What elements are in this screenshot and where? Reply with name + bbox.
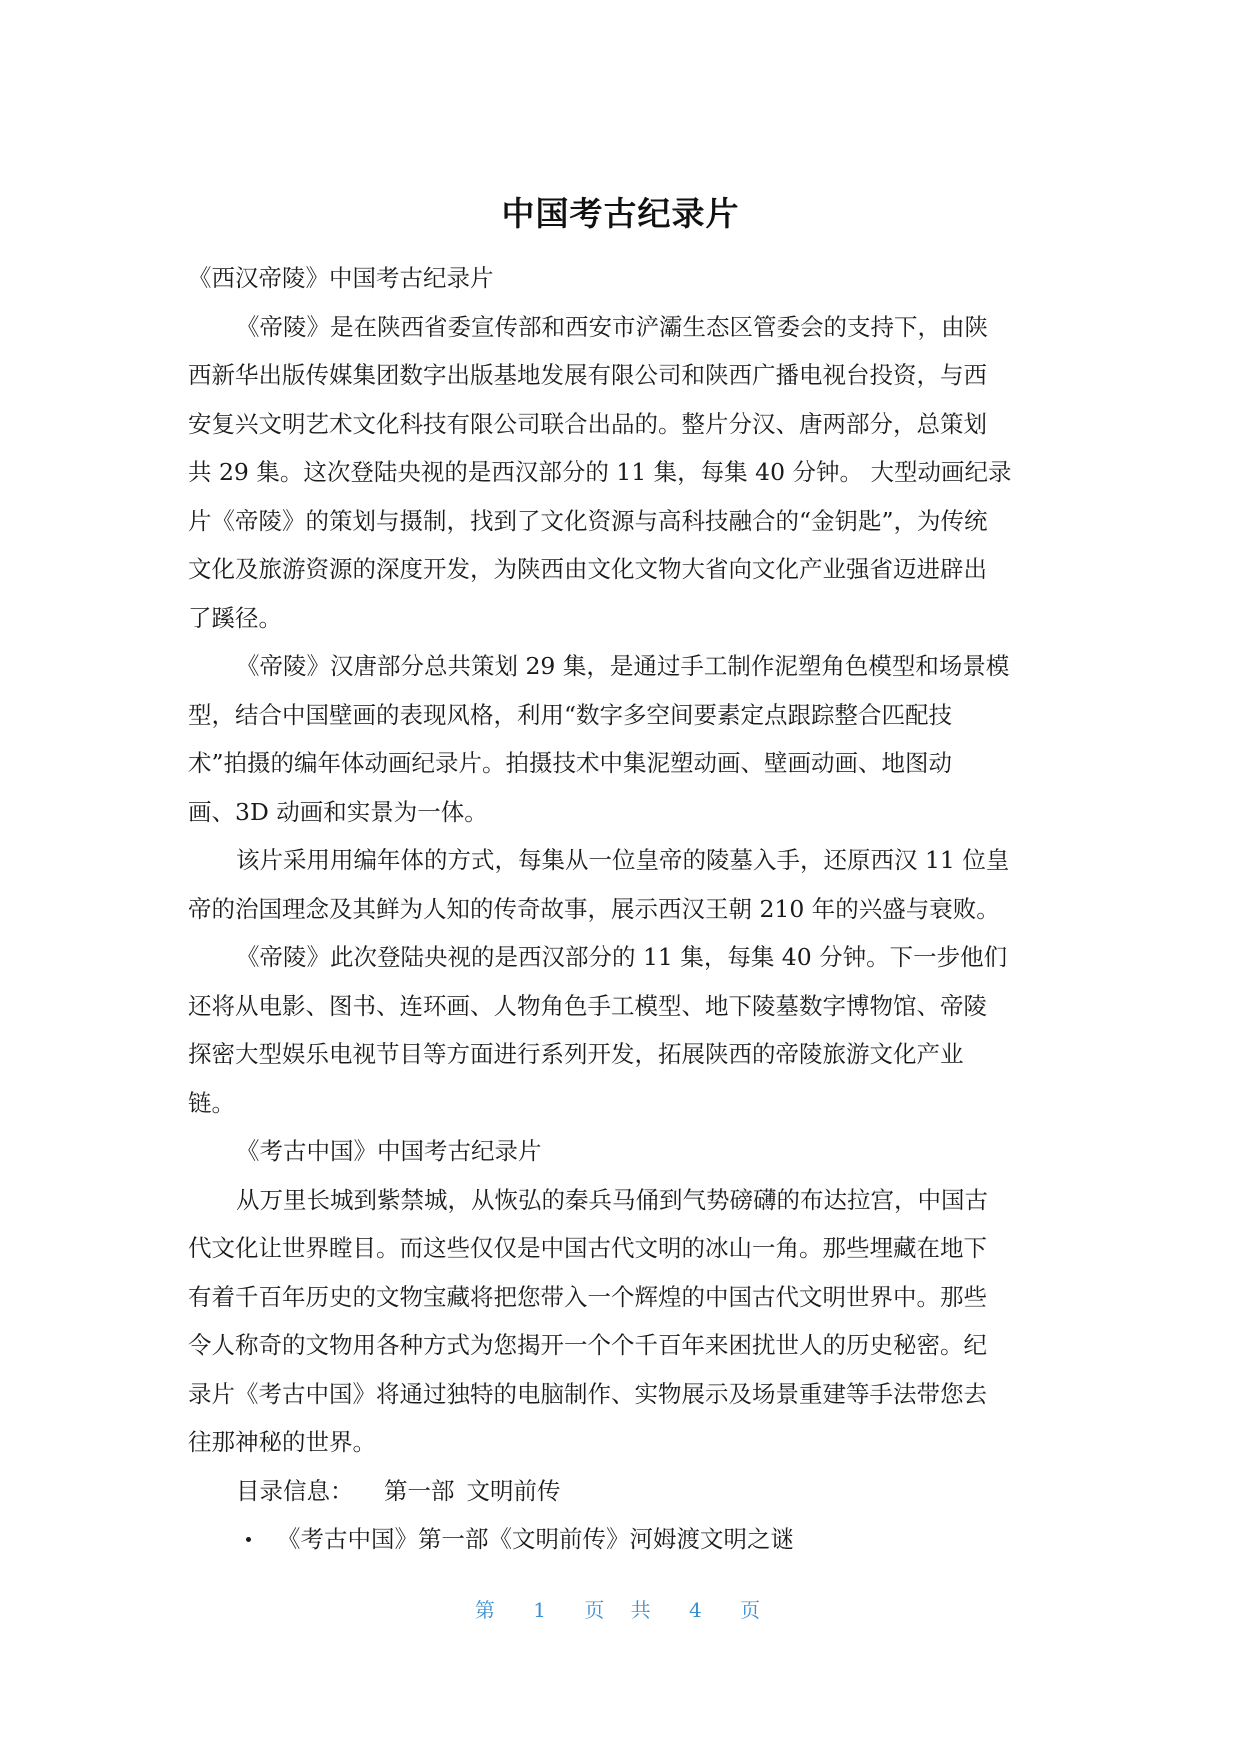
paragraph-line: 片《帝陵》的策划与摄制，找到了文化资源与高科技融合的“金钥匙”，为传统 — [188, 506, 988, 535]
document-title: 中国考古纪录片 — [501, 194, 740, 233]
paragraph-line: 帝的治国理念及其鲜为人知的传奇故事，展示西汉王朝 210 年的兴盛与衰败。 — [188, 894, 1000, 923]
paragraph-line: 型，结合中国壁画的表现风格，利用“数字多空间要素定点跟踪整合匹配技 — [188, 700, 953, 729]
paragraph-line: 安复兴文明艺术文化科技有限公司联合出品的。整片分汉、唐两部分，总策划 — [188, 409, 987, 438]
paragraph-line: 了蹊径。 — [188, 603, 282, 632]
paragraph-line: 《帝陵》汉唐部分总共策划 29 集，是通过手工制作泥塑角色模型和场景模 — [236, 652, 1010, 680]
paragraph-line: 还将从电影、图书、连环画、人物角色手工模型、地下陵墓数字博物馆、帝陵 — [188, 991, 987, 1020]
paragraph-line: 链。 — [188, 1088, 235, 1117]
toc-part-name: 文明前传 — [466, 1476, 561, 1505]
paragraph-line: 往那神秘的世界。 — [188, 1428, 376, 1456]
footer-total-pages: 4 — [689, 1598, 708, 1622]
toc-part: 第一部 — [384, 1476, 455, 1505]
paragraph-1 — [188, 303, 1058, 643]
bullet-item-text: 《考古中国》第一部《文明前传》河姆渡文明之谜 — [277, 1525, 794, 1553]
paragraph-line: 代文化让世界瞠目。而这些仅仅是中国古代文明的冰山一角。那些埋藏在地下 — [188, 1234, 987, 1262]
paragraph-line: 共 29 集。这次登陆央视的是西汉部分的 11 集，每集 40 分钟。 大型动画纪录 — [188, 458, 1012, 486]
toc-label: 目录信息： — [236, 1476, 354, 1505]
footer-prefix: 第 — [474, 1598, 501, 1622]
footer-suffix: 页 — [740, 1598, 767, 1622]
paragraph-4 — [188, 933, 1058, 1127]
paragraph-line: 文化及旅游资源的深度开发，为陕西由文化文物大省向文化产业强省迈进辟出 — [188, 555, 987, 583]
paragraph-line: 《帝陵》此次登陆央视的是西汉部分的 11 集，每集 40 分钟。下一步他们 — [236, 943, 1008, 971]
page-footer — [0, 1594, 1241, 1623]
document-body — [188, 254, 1058, 1564]
footer-current-page: 1 — [533, 1598, 552, 1622]
paragraph-line: 《帝陵》是在陕西省委宣传部和西安市浐灞生态区管委会的支持下，由陕 — [236, 312, 988, 341]
section-heading-kaogu: 《考古中国》中国考古纪录片 — [236, 1137, 542, 1165]
paragraph-line: 术”拍摄的编年体动画纪录片。拍摄技术中集泥塑动画、壁画动画、地图动 — [188, 749, 953, 777]
bullet-list-item — [188, 1515, 1058, 1564]
paragraph-line: 录片《考古中国》将通过独特的电脑制作、实物展示及场景重建等手法带您去 — [188, 1379, 987, 1408]
paragraph-line: 从万里长城到紫禁城，从恢弘的秦兵马俑到气势磅礴的布达拉宫，中国古 — [236, 1185, 988, 1214]
section-heading-xihan: 《西汉帝陵》中国考古纪录片 — [188, 264, 494, 292]
paragraph-2 — [188, 642, 1058, 836]
toc-info — [188, 1467, 1058, 1516]
paragraph-line: 该片采用用编年体的方式，每集从一位皇帝的陵墓入手，还原西汉 11 位皇 — [236, 846, 1010, 874]
paragraph-line: 有着千百年历史的文物宝藏将把您带入一个辉煌的中国古代文明世界中。那些 — [188, 1282, 987, 1311]
paragraph-line: 西新华出版传媒集团数字出版基地发展有限公司和陕西广播电视台投资，与西 — [188, 361, 987, 389]
paragraph-line: 画、3D 动画和实景为一体。 — [188, 797, 488, 826]
paragraph-line: 令人称奇的文物用各种方式为您揭开一个个千百年来困扰世人的历史秘密。纪 — [188, 1331, 987, 1359]
paragraph-5 — [188, 1176, 1058, 1467]
bullet-icon — [246, 1537, 251, 1542]
paragraph-3 — [188, 836, 1058, 933]
footer-middle: 页 共 — [584, 1598, 657, 1622]
paragraph-line: 探密大型娱乐电视节目等方面进行系列开发，拓展陕西的帝陵旅游文化产业 — [188, 1040, 964, 1068]
